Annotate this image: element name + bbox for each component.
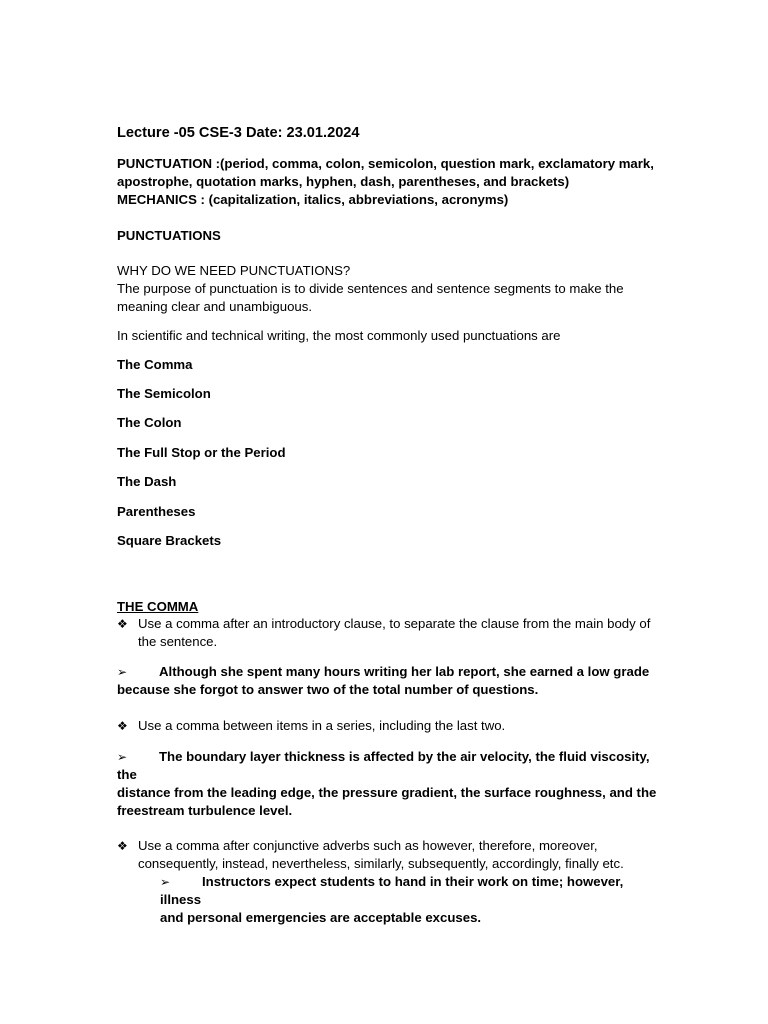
example-2-line-3: freestream turbulence level. <box>117 803 293 818</box>
lecture-title: Lecture -05 CSE-3 Date: 23.01.2024 <box>117 125 360 141</box>
arrow-bullet-icon: ➢ <box>117 665 128 679</box>
purpose-line-2: meaning clear and unambiguous. <box>117 299 313 314</box>
list-item: Parentheses <box>117 504 196 519</box>
example-1 <box>117 663 657 699</box>
purpose-line-1: The purpose of punctuation is to divide sentences and sentence segments to make the <box>117 281 624 296</box>
diamond-bullet-icon: ❖ <box>117 839 128 853</box>
punctuation-overview <box>117 155 657 209</box>
rule-3-line-1: Use a comma after conjunctive adverbs such as however, therefore, moreover, <box>138 838 598 853</box>
rule-bullet-3 <box>117 837 657 873</box>
comma-heading <box>117 598 657 616</box>
example-1-line-2: because she forgot to answer two of the total number of questions. <box>117 682 539 697</box>
list-item: Square Brackets <box>117 533 222 548</box>
section-heading: PUNCTUATIONS <box>117 228 221 243</box>
why-heading: WHY DO WE NEED PUNCTUATIONS? <box>117 263 351 278</box>
arrow-bullet-icon: ➢ <box>117 750 128 764</box>
list-item: The Full Stop or the Period <box>117 445 286 460</box>
purpose-paragraph <box>117 262 657 316</box>
rule-3-line-2: consequently, instead, nevertheless, similarly, subsequently, accordingly, finally etc. <box>138 856 624 871</box>
list-item: The Comma <box>117 357 193 372</box>
rule-1-line-2: the sentence. <box>138 634 218 649</box>
mechanics-line: MECHANICS : (capitalization, italics, abbreviations, acronyms) <box>117 192 509 207</box>
example-2-line-1: The boundary layer thickness is affected by the air velocity, the fluid viscosity, the <box>117 749 650 782</box>
list-item: The Semicolon <box>117 386 211 401</box>
rule-bullet-2 <box>117 717 657 735</box>
common-intro: In scientific and technical writing, the most commonly used punctuations are <box>117 328 561 343</box>
diamond-bullet-icon: ❖ <box>117 719 128 733</box>
example-2-line-2: distance from the leading edge, the pressure gradient, the surface roughness, and the <box>117 785 657 800</box>
list-item: The Dash <box>117 474 177 489</box>
punctuation-line-1: PUNCTUATION :(period, comma, colon, semicolon, question mark, exclamatory mark, <box>117 156 654 171</box>
arrow-bullet-icon: ➢ <box>160 875 171 889</box>
example-3-line-2: and personal emergencies are acceptable excuses. <box>160 910 482 925</box>
example-3-line-1: Instructors expect students to hand in their work on time; however, illness <box>160 874 624 907</box>
example-3 <box>160 873 660 927</box>
comma-heading-text: THE COMMA <box>117 599 199 614</box>
rule-1-line-1: Use a comma after an introductory clause, to separate the clause from the main body of <box>138 616 651 631</box>
list-item: The Colon <box>117 415 182 430</box>
rule-bullet-1 <box>117 615 657 651</box>
example-2 <box>117 748 657 820</box>
punctuation-line-2: apostrophe, quotation marks, hyphen, dash, parentheses, and brackets) <box>117 174 570 189</box>
diamond-bullet-icon: ❖ <box>117 617 128 631</box>
rule-2-text: Use a comma between items in a series, including the last two. <box>138 718 506 733</box>
example-1-line-1: Although she spent many hours writing her lab report, she earned a low grade <box>159 664 650 679</box>
